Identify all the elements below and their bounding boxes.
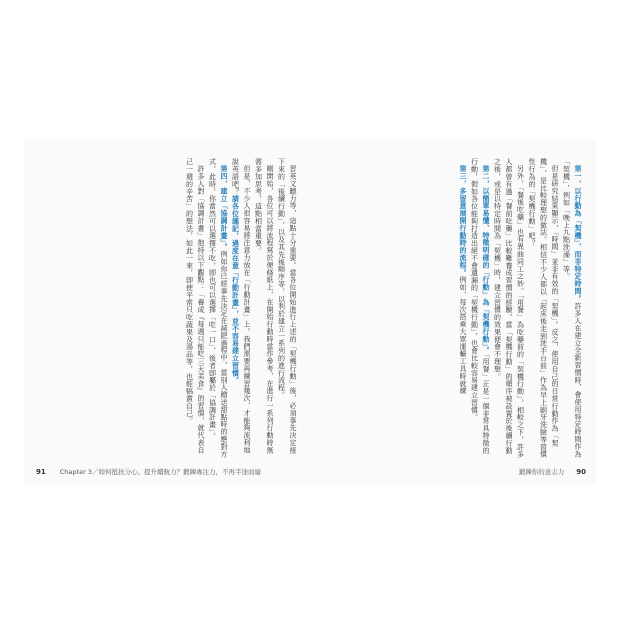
body-text: 例如，每次搭乘大眾運輸工具時就練 — [459, 276, 467, 395]
left-page-body — [48, 158, 298, 458]
paragraph — [457, 158, 469, 458]
body-text: 但是研究結果顯示，「時間」並非有效的「契機」。反之，使用自己的日常行動作為「契機」，是比較理想的做法。相信不少人都以「起床後走到洗手台前」作為早上刷牙洗臉等習慣性行為的「契機行動」吧？ — [528, 158, 559, 458]
left-running-head: Chapter 3／如何抵抗分心、提升續航力？鍛鍊專注力，不再半途而廢 — [59, 468, 261, 476]
left-page-footer — [36, 467, 261, 476]
body-text: 許多人對「協調計畫」抱持以下觀點：「養成『每週只能吃三天美食』的習慣，就代表自己一週的辛苦」的想法，如此一來，卽使平常只吃蔬果及湯品等，也能犒賞自己。 — [185, 158, 205, 454]
highlighted-heading: 第三，多留意展開行動時的流程。 — [459, 165, 467, 276]
body-text: 但是，不少人很容易將注意力放在「行動計畫」上。我們需要再練習幾次，才能夠流利地說英語吧？ — [231, 158, 251, 454]
body-text: 另外，「餐後吃藥」也有異曲同工之妙。「用餐」為吃藥前的「契機行動」，相較之下，許多人都曾有過「餐前吃藥」比較難養成習慣的經驗。當「契機行動」的順序被設置於後續行動之後，或是以特定時間為「契機」時，建立習慣的效果便會不理想。 — [493, 158, 525, 458]
paragraph — [275, 158, 298, 458]
left-page-number: 91 — [36, 468, 46, 476]
body-text: 剛開始，各位可以將流程寫於便條紙上，在開始行動時當作參考，在進行一系列行動時無需多加思考，這點相當重要。 — [254, 158, 274, 454]
highlighted-heading: 第一，以行動為「契機」，而非特定時間。 — [574, 165, 582, 303]
paragraph — [183, 158, 206, 458]
highlighted-heading: 請各位謹記，過度在意「行動計畫」，並不容易建立習慣。 — [231, 195, 240, 384]
right-page — [310, 140, 596, 485]
left-page — [24, 140, 310, 485]
right-page-body — [318, 158, 583, 458]
paragraph — [252, 158, 275, 458]
body-text: 「用餐」正是一個非常具特徵的行動，假如各位能夠打造出絕不會遺漏的「契機行動」，也會比較容易建立習慣。 — [470, 158, 490, 455]
body-text: 例如你已經事先決定在減肥過程中，當別人贈送甜點時的應對方式，此時，你當然可以選擇不吃，卽也可以選擇「吃一口」，後者卽屬於「協調計畫」。 — [208, 158, 228, 458]
right-running-head: 鍛鍊你的意志力 — [518, 468, 565, 476]
paragraph — [491, 158, 526, 458]
paragraph — [526, 158, 561, 458]
highlighted-heading: 第二，以簡單易懂、特徵明確的「行動」為「契機行動」。 — [482, 165, 490, 354]
right-page-footer — [519, 467, 586, 476]
paragraph — [206, 158, 229, 458]
book-spread — [24, 140, 596, 485]
right-page-number: 90 — [576, 468, 586, 476]
body-text: 習英文聽力等，這點十分重要。當各位開始進行上述的「契機行動」後，必須事先決定接下來的「後續行動」，以及其先後順序等，以利於建立一系列的進行流程。 — [277, 158, 297, 454]
paragraph — [229, 158, 252, 458]
body-text: 許多人在建立全新習慣時，會使用特定時間作為「契機」，例如「晚上九點洗澡」等。 — [562, 158, 582, 458]
paragraph — [560, 158, 583, 458]
highlighted-heading: 第四，建立「協調計畫」。 — [220, 165, 228, 251]
paragraph — [468, 158, 491, 458]
